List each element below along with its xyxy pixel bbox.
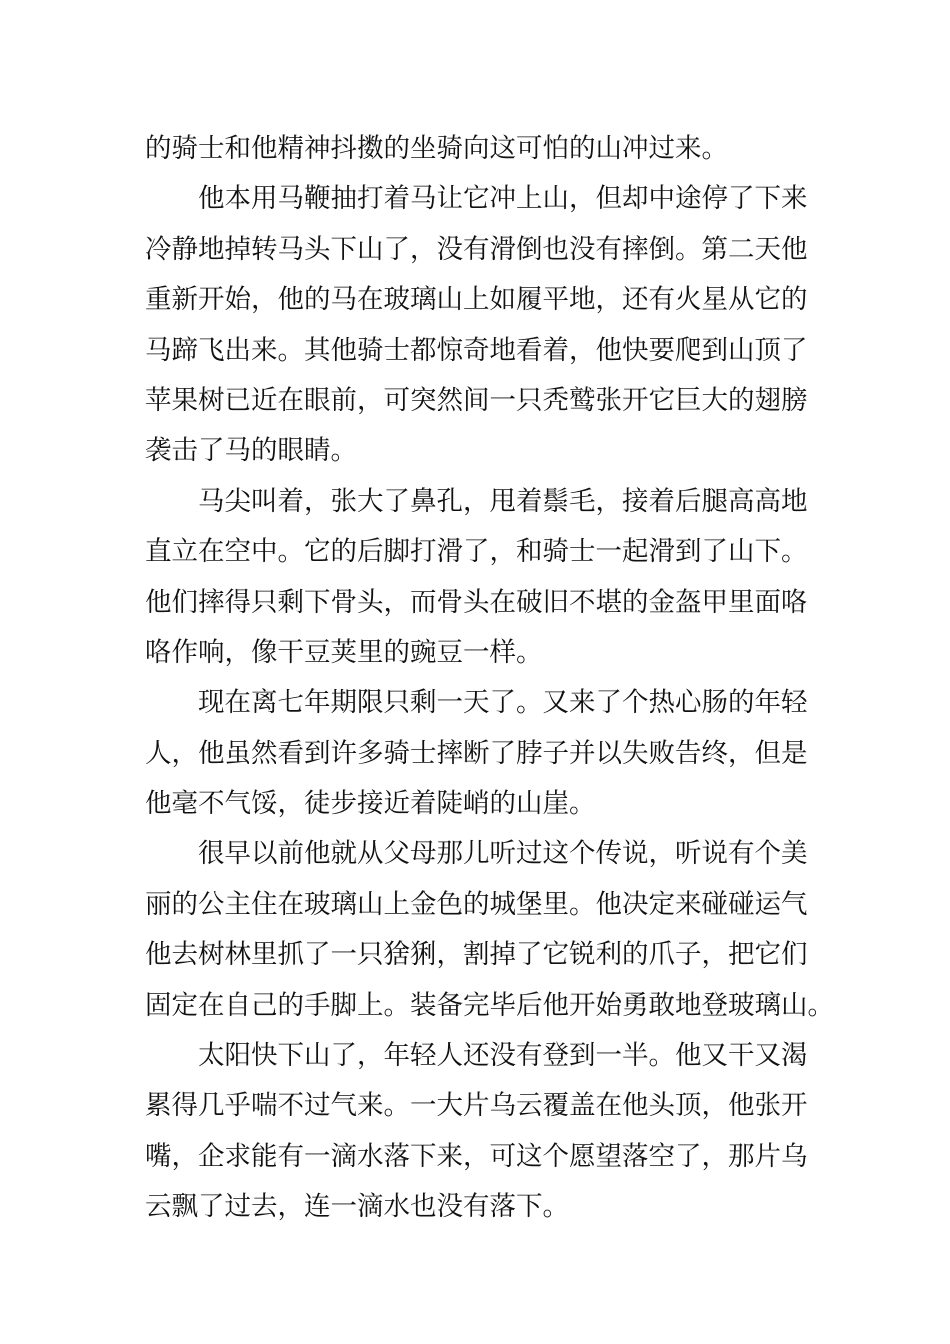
text-line: 马尖叫着，张大了鼻孔，甩着鬃毛，接着后腿高高地: [198, 485, 808, 517]
story-text: [145, 124, 834, 1233]
text-line: 冷静地掉转马头下山了，没有滑倒也没有摔倒。第二天他: [145, 233, 808, 265]
text-line: 很早以前他就从父母那儿听过这个传说，听说有个美: [198, 838, 808, 870]
text-line: 云飘了过去，连一滴水也没有落下。: [145, 1191, 569, 1223]
text-line: 人，他虽然看到许多骑士摔断了脖子并以失败告终，但是: [145, 737, 808, 769]
text-line: 他毫不气馁，徒步接近着陡峭的山崖。: [145, 788, 596, 820]
text-line: 马蹄飞出来。其他骑士都惊奇地看着，他快要爬到山顶了: [145, 334, 808, 366]
text-line: 咯作响，像干豆荚里的豌豆一样。: [145, 636, 543, 668]
paragraph: [145, 477, 810, 679]
text-line: 他本用马鞭抽打着马让它冲上山，但却中途停了下来: [198, 183, 808, 215]
paragraph: [145, 124, 810, 174]
text-line: 他去树林里抓了一只猞猁，割掉了它锐利的爪子，把它们: [145, 939, 808, 971]
paragraph: [145, 829, 834, 1031]
text-line: 苹果树已近在眼前，可突然间一只秃鹫张开它巨大的翅膀: [145, 384, 808, 416]
text-line: 直立在空中。它的后脚打滑了，和骑士一起滑到了山下。: [145, 536, 808, 568]
text-line: 现在离七年期限只剩一天了。又来了个热心肠的年轻: [198, 687, 808, 719]
text-line: 累得几乎喘不过气来。一大片乌云覆盖在他头顶，他张开: [145, 1090, 808, 1122]
text-line: 重新开始，他的马在玻璃山上如履平地，还有火星从它的: [145, 284, 808, 316]
paragraph: [145, 1031, 810, 1233]
paragraph: [145, 678, 810, 829]
text-line: 太阳快下山了，年轻人还没有登到一半。他又干又渴: [198, 1040, 808, 1072]
text-line: 嘴，企求能有一滴水落下来，可这个愿望落空了，那片乌: [145, 1140, 808, 1172]
text-line: 的骑士和他精神抖擞的坐骑向这可怕的山冲过来。: [145, 133, 728, 164]
paragraph: [145, 174, 810, 476]
text-line: 丽的公主住在玻璃山上金色的城堡里。他决定来碰碰运气: [145, 888, 808, 920]
text-line: 固定在自己的手脚上。装备完毕后他开始勇敢地登玻璃山。: [145, 989, 834, 1021]
text-line: 他们摔得只剩下骨头，而骨头在破旧不堪的金盔甲里面咯: [145, 586, 808, 618]
text-line: 袭击了马的眼睛。: [145, 435, 357, 467]
